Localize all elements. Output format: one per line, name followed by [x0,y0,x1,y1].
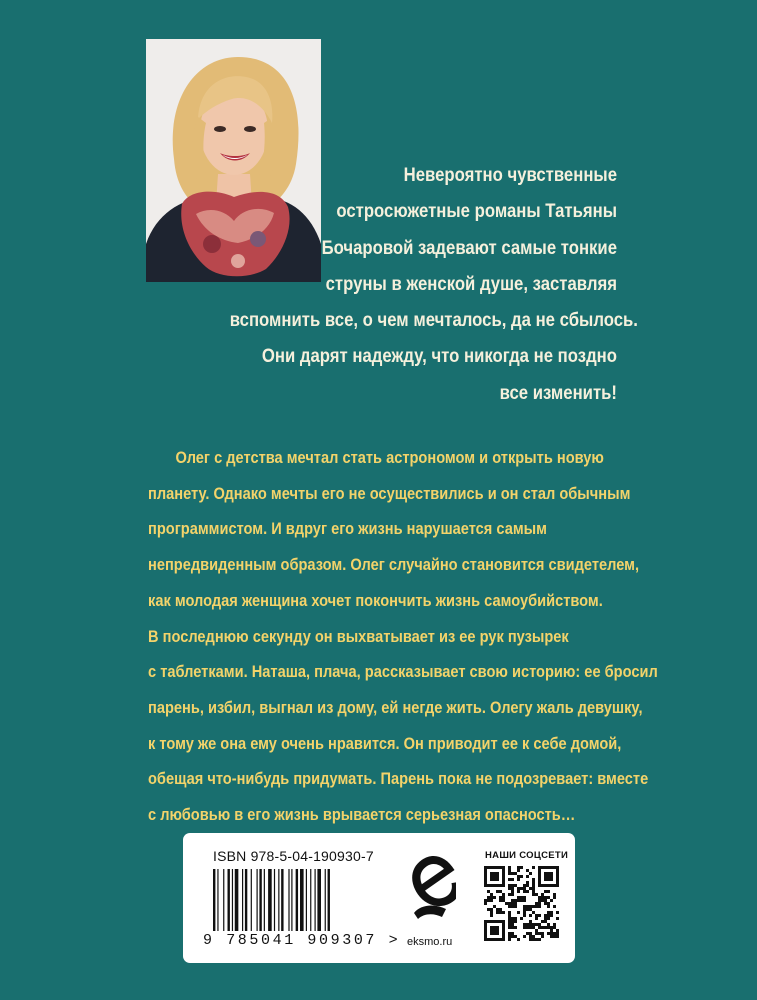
intro-line: Бочаровой задевают самые тонкие [321,237,617,259]
intro-paragraph [229,158,638,412]
blurb-line: непредвиденным образом. Олег случайно становится свидетелем, [148,555,640,575]
intro-line: струны в женской душе, заставляя [325,273,617,295]
isbn-label: ISBN 978-5-04-190930-7 [213,848,374,864]
intro-line: вспомнить все, о чем мечталось, да не сбылось. [229,310,638,332]
intro-line: все изменить! [499,382,617,404]
publisher-site: eksmo.ru [407,936,453,948]
blurb-line: программистом. И вдруг его жизнь нарушается самым [148,519,547,539]
blurb-line: с таблетками. Наташа, плача, рассказывает свою историю: ее бросил [148,662,658,682]
intro-line: Невероятно чувственные [403,165,617,186]
blurb-line: парень, избил, выгнал из дому, ей негде жить. Олегу жаль девушку, [148,697,643,717]
barcode-panel [183,833,575,963]
blurb-line: к тому же она ему очень нравится. Он приводит ее к себе домой, [148,733,622,753]
intro-line: Они дарят надежду, что никогда не поздно [261,346,617,368]
intro-line: остросюжетные романы Татьяны [336,201,617,223]
barcode-bars [213,869,363,931]
blurb-paragraph [148,440,658,833]
blurb-line: как молодая женщина хочет покончить жизнь самоубийством. [148,590,603,610]
blurb-line: Олег с детства мечтал стать астрономом и открыть новую [175,448,604,467]
blurb-line: обещая что-нибудь придумать. Парень пока не подозревает: вместе [148,769,649,789]
blurb-line: планету. Однако мечты его не осуществились и он стал обычным [148,483,631,503]
barcode-number: 9 785041 909307 > [203,932,401,949]
blurb-line: с любовью в его жизнь врывается серьезная опасность… [148,805,576,825]
blurb-line: В последнюю секунду он выхватывает из ее рук пузырек [148,626,569,646]
eksmo-logo-icon [406,843,456,931]
qr-label: НАШИ СОЦСЕТИ [485,850,569,861]
qr-code-icon [484,866,559,941]
